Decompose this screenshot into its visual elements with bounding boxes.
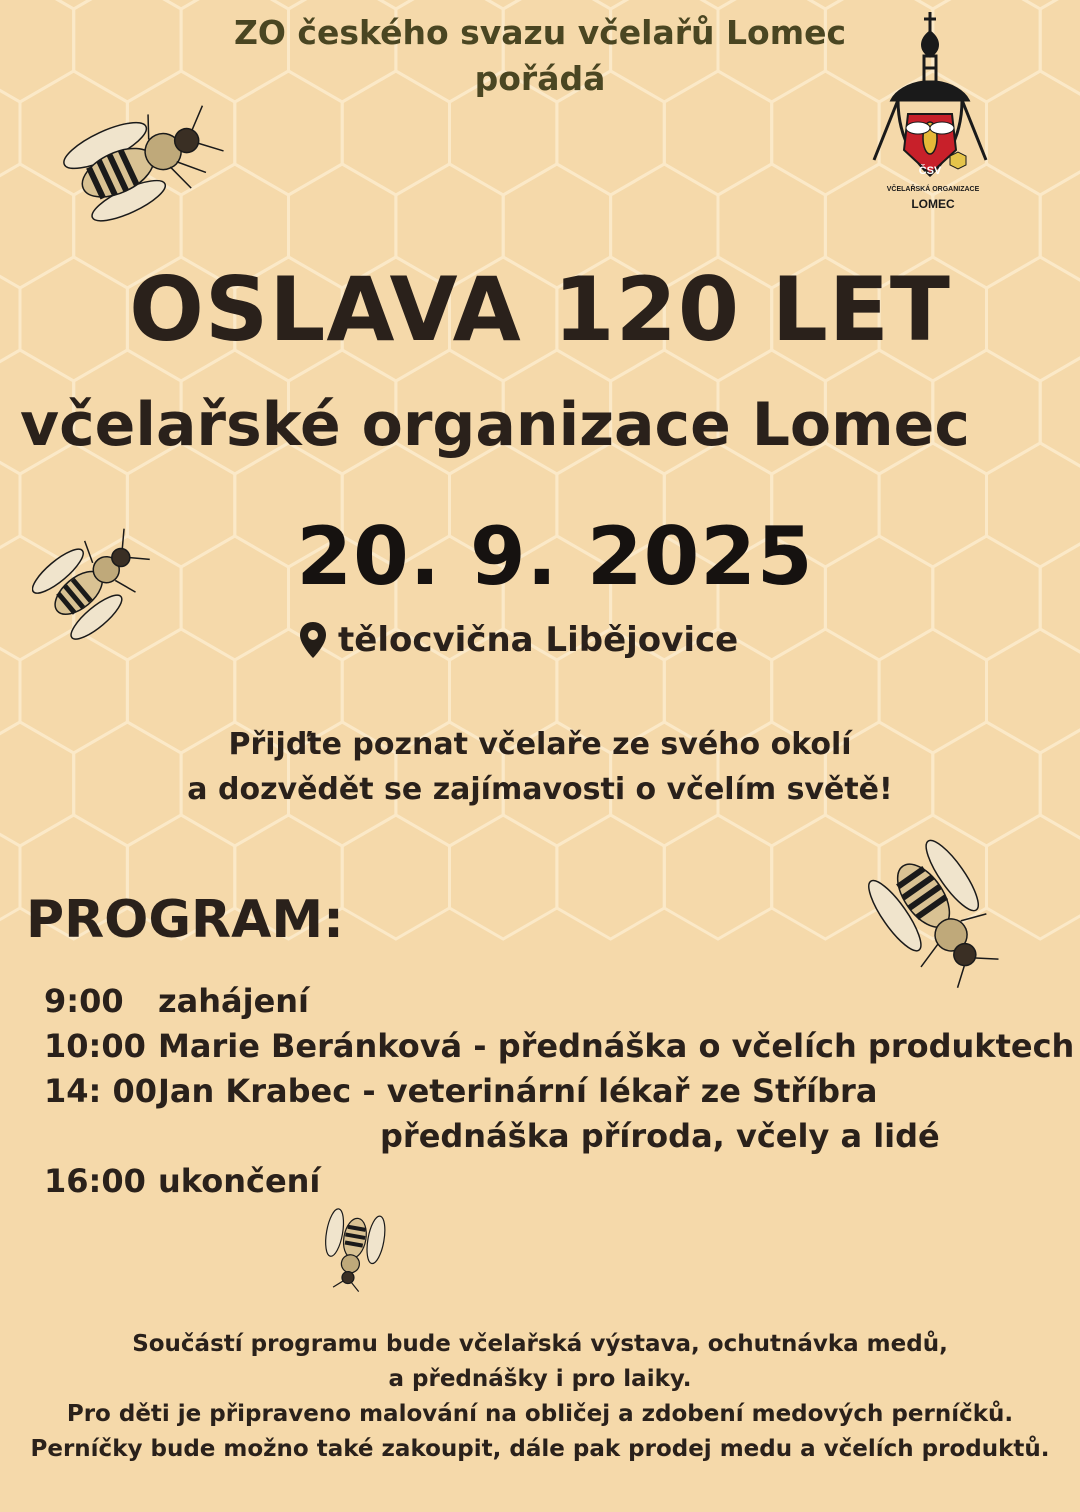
program-item bbox=[44, 982, 309, 1020]
honeycomb-cell bbox=[0, 0, 20, 9]
bee-illustration-bottom bbox=[312, 1200, 394, 1298]
organizer-line-1: ZO českého svazu včelařů Lomec bbox=[233, 13, 847, 52]
program-time: 14: 00 bbox=[44, 1072, 157, 1110]
map-pin-icon bbox=[298, 620, 328, 660]
program-text: Marie Beránková - přednáška o včelích produktech bbox=[158, 1027, 1075, 1065]
program-item bbox=[44, 1072, 877, 1110]
footer-line-2: a přednášky i pro laiky. bbox=[388, 1366, 692, 1392]
footer-info bbox=[0, 1327, 1080, 1467]
invitation-text bbox=[0, 722, 1080, 812]
invitation-line-1: Přijďte poznat včelaře ze svého okolí bbox=[228, 727, 852, 762]
honeycomb-mini-icon bbox=[950, 152, 966, 169]
footer-line-4: Perníčky bude možno také zakoupit, dále pak prodej medu a včelích produktů. bbox=[30, 1436, 1050, 1462]
logo-caption-large: LOMEC bbox=[911, 197, 955, 211]
honeycomb-cell bbox=[450, 815, 557, 939]
program-item bbox=[44, 1027, 1074, 1065]
invitation-line-2: a dozvědět se zajímavosti o včelím světě! bbox=[187, 772, 893, 807]
program-time: 16:00 bbox=[44, 1162, 146, 1200]
organizer-line-2: pořádá bbox=[474, 59, 606, 98]
program-time: 10:00 bbox=[44, 1027, 146, 1065]
event-title: OSLAVA 120 LET bbox=[129, 258, 951, 361]
logo-caption-small: VČELAŘSKÁ ORGANIZACE bbox=[886, 186, 980, 193]
program-item bbox=[44, 1162, 320, 1200]
footer-line-3: Pro děti je připraveno malování na obličej a zdobení medových perníčků. bbox=[66, 1401, 1014, 1427]
honeycomb-cell bbox=[664, 815, 771, 939]
event-date: 20. 9. 2025 bbox=[296, 510, 814, 603]
logo-badge-text: ČSV bbox=[918, 165, 942, 177]
honeycomb-cell bbox=[0, 815, 20, 939]
program-time: 9:00 bbox=[44, 982, 124, 1020]
program-text: přednáška příroda, včely a lidé bbox=[380, 1117, 940, 1155]
program-item-continuation bbox=[380, 1117, 940, 1155]
bee-illustration-right bbox=[860, 825, 1010, 1000]
program-heading: PROGRAM: bbox=[26, 890, 344, 950]
honeycomb-cell bbox=[557, 815, 664, 939]
footer-line-1: Součástí programu bude včelařská výstava, ochutnávka medů, bbox=[132, 1331, 948, 1357]
honeycomb-cell bbox=[342, 815, 449, 939]
bee-illustration-top-left bbox=[55, 85, 235, 235]
event-location bbox=[298, 620, 738, 660]
program-text: Jan Krabec - veterinární lékař ze Stříbra bbox=[158, 1072, 878, 1110]
event-subtitle: včelařské organizace Lomec bbox=[20, 390, 970, 460]
program-text: ukončení bbox=[158, 1162, 321, 1200]
program-text: zahájení bbox=[158, 982, 310, 1020]
location-text: tělocvična Libějovice bbox=[338, 620, 739, 660]
